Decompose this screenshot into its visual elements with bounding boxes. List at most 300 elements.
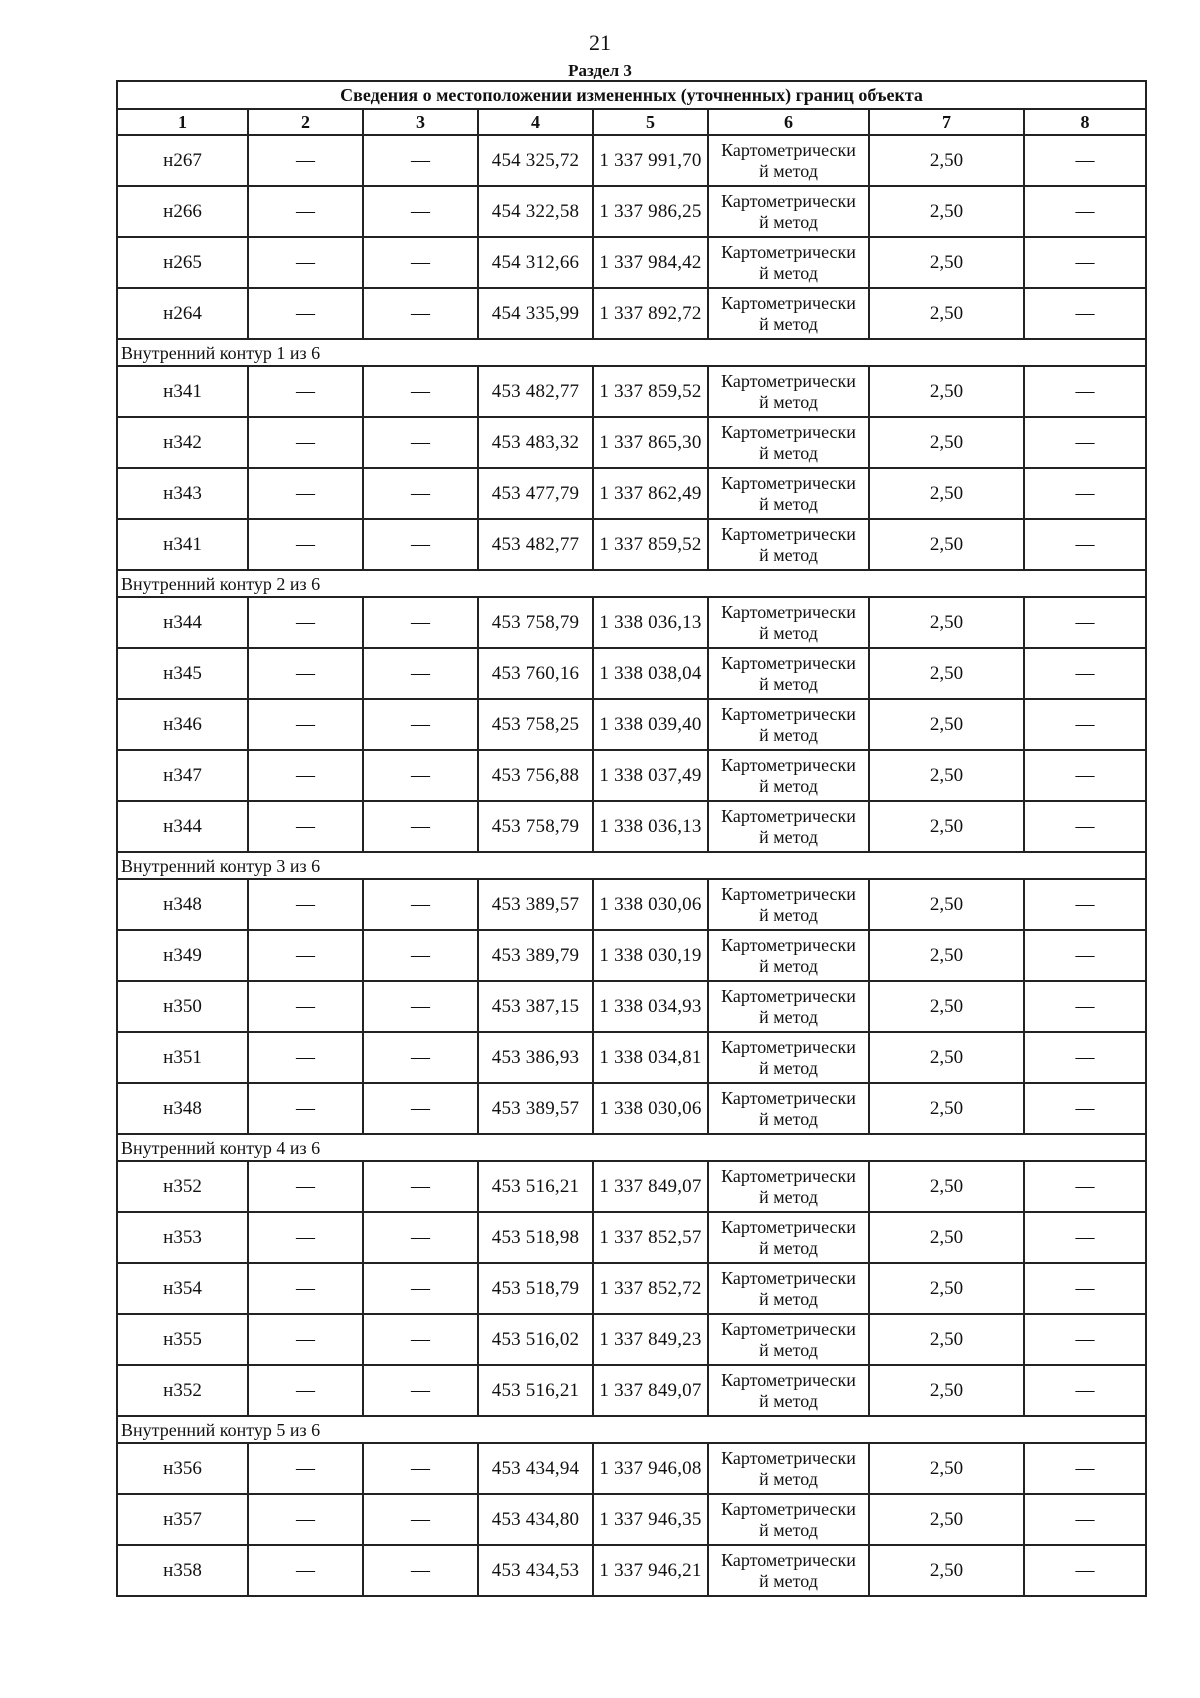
col8-cell: —	[1024, 1365, 1146, 1416]
method-cell	[708, 1083, 869, 1134]
col3-cell: —	[363, 1032, 478, 1083]
x-coordinate-cell: 453 434,53	[478, 1545, 593, 1596]
method-cell	[708, 648, 869, 699]
method-cell	[708, 468, 869, 519]
point-id-cell: н264	[117, 288, 248, 339]
method-text-line: Картометрически	[721, 1447, 856, 1468]
method-cell	[708, 699, 869, 750]
col8-cell: —	[1024, 1032, 1146, 1083]
col3-cell: —	[363, 1494, 478, 1545]
table-row	[117, 879, 1146, 930]
col2-cell: —	[248, 1365, 363, 1416]
col2-cell: —	[248, 468, 363, 519]
table-row	[117, 135, 1146, 186]
col2-cell: —	[248, 597, 363, 648]
col8-cell: —	[1024, 879, 1146, 930]
point-id-cell: н341	[117, 366, 248, 417]
col3-cell: —	[363, 1443, 478, 1494]
accuracy-cell: 2,50	[869, 135, 1024, 186]
col2-cell: —	[248, 1494, 363, 1545]
col3-cell: —	[363, 366, 478, 417]
col8-cell: —	[1024, 519, 1146, 570]
y-coordinate-cell: 1 338 038,04	[593, 648, 708, 699]
contour-label-row	[117, 570, 1146, 597]
col2-cell: —	[248, 1263, 363, 1314]
col3-cell: —	[363, 1263, 478, 1314]
col8-cell: —	[1024, 288, 1146, 339]
column-header-7: 7	[869, 109, 1024, 135]
point-id-cell: н344	[117, 801, 248, 852]
table-row	[117, 1365, 1146, 1416]
method-text-line: й метод	[759, 904, 818, 925]
accuracy-cell: 2,50	[869, 750, 1024, 801]
y-coordinate-cell: 1 337 892,72	[593, 288, 708, 339]
col8-cell: —	[1024, 597, 1146, 648]
method-text-line: Картометрически	[721, 190, 856, 211]
method-text-line: й метод	[759, 391, 818, 412]
col8-cell: —	[1024, 1494, 1146, 1545]
y-coordinate-cell: 1 337 986,25	[593, 186, 708, 237]
col2-cell: —	[248, 930, 363, 981]
point-id-cell: н349	[117, 930, 248, 981]
y-coordinate-cell: 1 338 034,81	[593, 1032, 708, 1083]
method-cell	[708, 930, 869, 981]
method-text-line: Картометрически	[721, 703, 856, 724]
y-coordinate-cell: 1 338 030,06	[593, 879, 708, 930]
method-text-line: Картометрически	[721, 139, 856, 160]
method-cell	[708, 1314, 869, 1365]
method-text-line: Картометрически	[721, 241, 856, 262]
x-coordinate-cell: 453 389,57	[478, 1083, 593, 1134]
boundary-coordinates-table	[116, 80, 1147, 1597]
point-id-cell: н351	[117, 1032, 248, 1083]
accuracy-cell: 2,50	[869, 1314, 1024, 1365]
accuracy-cell: 2,50	[869, 417, 1024, 468]
point-id-cell: н266	[117, 186, 248, 237]
column-header-2: 2	[248, 109, 363, 135]
point-id-cell: н344	[117, 597, 248, 648]
accuracy-cell: 2,50	[869, 801, 1024, 852]
col2-cell: —	[248, 135, 363, 186]
page-number: 21	[589, 30, 611, 55]
column-header-4: 4	[478, 109, 593, 135]
table-row	[117, 1263, 1146, 1314]
col2-cell: —	[248, 237, 363, 288]
col8-cell: —	[1024, 135, 1146, 186]
method-cell	[708, 186, 869, 237]
x-coordinate-cell: 453 758,79	[478, 801, 593, 852]
point-id-cell: н352	[117, 1161, 248, 1212]
method-text-line: Картометрически	[721, 1165, 856, 1186]
col2-cell: —	[248, 699, 363, 750]
method-text-line: Картометрически	[721, 1549, 856, 1570]
table-row	[117, 186, 1146, 237]
column-header-3: 3	[363, 109, 478, 135]
point-id-cell: н342	[117, 417, 248, 468]
col3-cell: —	[363, 699, 478, 750]
accuracy-cell: 2,50	[869, 648, 1024, 699]
method-text-line: й метод	[759, 955, 818, 976]
col3-cell: —	[363, 1314, 478, 1365]
col8-cell: —	[1024, 1212, 1146, 1263]
accuracy-cell: 2,50	[869, 1083, 1024, 1134]
method-text-line: Картометрически	[721, 1216, 856, 1237]
col2-cell: —	[248, 366, 363, 417]
accuracy-cell: 2,50	[869, 1545, 1024, 1596]
col2-cell: —	[248, 801, 363, 852]
table-row	[117, 1314, 1146, 1365]
contour-label: Внутренний контур 2 из 6	[117, 570, 1146, 597]
table-row	[117, 237, 1146, 288]
x-coordinate-cell: 453 758,25	[478, 699, 593, 750]
table-row	[117, 519, 1146, 570]
y-coordinate-cell: 1 338 037,49	[593, 750, 708, 801]
point-id-cell: н267	[117, 135, 248, 186]
method-text-line: Картометрически	[721, 934, 856, 955]
method-text-line: й метод	[759, 826, 818, 847]
method-cell	[708, 1494, 869, 1545]
col8-cell: —	[1024, 468, 1146, 519]
accuracy-cell: 2,50	[869, 1161, 1024, 1212]
method-cell	[708, 135, 869, 186]
x-coordinate-cell: 453 518,98	[478, 1212, 593, 1263]
accuracy-cell: 2,50	[869, 1494, 1024, 1545]
col3-cell: —	[363, 1083, 478, 1134]
accuracy-cell: 2,50	[869, 468, 1024, 519]
method-cell	[708, 750, 869, 801]
y-coordinate-cell: 1 338 030,19	[593, 930, 708, 981]
method-text-line: Картометрически	[721, 292, 856, 313]
y-coordinate-cell: 1 338 034,93	[593, 981, 708, 1032]
col2-cell: —	[248, 879, 363, 930]
col2-cell: —	[248, 1443, 363, 1494]
col8-cell: —	[1024, 648, 1146, 699]
y-coordinate-cell: 1 337 946,35	[593, 1494, 708, 1545]
method-text-line: Картометрически	[721, 1267, 856, 1288]
method-cell	[708, 1212, 869, 1263]
x-coordinate-cell: 454 322,58	[478, 186, 593, 237]
table-row	[117, 930, 1146, 981]
col3-cell: —	[363, 1161, 478, 1212]
y-coordinate-cell: 1 337 852,72	[593, 1263, 708, 1314]
y-coordinate-cell: 1 338 039,40	[593, 699, 708, 750]
point-id-cell: н347	[117, 750, 248, 801]
y-coordinate-cell: 1 337 991,70	[593, 135, 708, 186]
accuracy-cell: 2,50	[869, 1032, 1024, 1083]
method-text-line: й метод	[759, 1390, 818, 1411]
method-text-line: й метод	[759, 1108, 818, 1129]
y-coordinate-cell: 1 337 849,07	[593, 1365, 708, 1416]
method-text-line: й метод	[759, 1468, 818, 1489]
col3-cell: —	[363, 1545, 478, 1596]
y-coordinate-cell: 1 337 849,23	[593, 1314, 708, 1365]
point-id-cell: н343	[117, 468, 248, 519]
col8-cell: —	[1024, 366, 1146, 417]
col2-cell: —	[248, 1161, 363, 1212]
point-id-cell: н357	[117, 1494, 248, 1545]
method-text-line: й метод	[759, 493, 818, 514]
method-cell	[708, 417, 869, 468]
x-coordinate-cell: 453 758,79	[478, 597, 593, 648]
y-coordinate-cell: 1 337 849,07	[593, 1161, 708, 1212]
col8-cell: —	[1024, 750, 1146, 801]
accuracy-cell: 2,50	[869, 879, 1024, 930]
col3-cell: —	[363, 186, 478, 237]
method-text-line: Картометрически	[721, 985, 856, 1006]
table-row	[117, 1161, 1146, 1212]
y-coordinate-cell: 1 337 946,08	[593, 1443, 708, 1494]
method-text-line: Картометрически	[721, 652, 856, 673]
accuracy-cell: 2,50	[869, 1212, 1024, 1263]
table-header-row	[117, 109, 1146, 135]
method-text-line: Картометрически	[721, 1369, 856, 1390]
method-text-line: Картометрически	[721, 1498, 856, 1519]
method-text-line: Картометрически	[721, 523, 856, 544]
method-text-line: й метод	[759, 1339, 818, 1360]
method-cell	[708, 1263, 869, 1314]
column-header-8: 8	[1024, 109, 1146, 135]
column-header-5: 5	[593, 109, 708, 135]
accuracy-cell: 2,50	[869, 366, 1024, 417]
col3-cell: —	[363, 288, 478, 339]
point-id-cell: н346	[117, 699, 248, 750]
y-coordinate-cell: 1 337 946,21	[593, 1545, 708, 1596]
col8-cell: —	[1024, 801, 1146, 852]
col8-cell: —	[1024, 930, 1146, 981]
contour-label: Внутренний контур 5 из 6	[117, 1416, 1146, 1443]
table-caption: Сведения о местоположении измененных (уточненных) границ объекта	[117, 81, 1146, 109]
point-id-cell: н355	[117, 1314, 248, 1365]
method-cell	[708, 597, 869, 648]
table-row	[117, 648, 1146, 699]
table-row	[117, 288, 1146, 339]
x-coordinate-cell: 453 434,80	[478, 1494, 593, 1545]
method-text-line: Картометрически	[721, 805, 856, 826]
table-row	[117, 417, 1146, 468]
col3-cell: —	[363, 801, 478, 852]
table-caption-row	[117, 81, 1146, 109]
col3-cell: —	[363, 468, 478, 519]
x-coordinate-cell: 454 325,72	[478, 135, 593, 186]
col2-cell: —	[248, 186, 363, 237]
y-coordinate-cell: 1 337 862,49	[593, 468, 708, 519]
accuracy-cell: 2,50	[869, 519, 1024, 570]
x-coordinate-cell: 454 312,66	[478, 237, 593, 288]
method-cell	[708, 1365, 869, 1416]
col8-cell: —	[1024, 1314, 1146, 1365]
col3-cell: —	[363, 519, 478, 570]
method-cell	[708, 981, 869, 1032]
contour-label-row	[117, 1134, 1146, 1161]
col3-cell: —	[363, 879, 478, 930]
method-text-line: Картометрически	[721, 1036, 856, 1057]
y-coordinate-cell: 1 337 859,52	[593, 366, 708, 417]
point-id-cell: н354	[117, 1263, 248, 1314]
method-cell	[708, 288, 869, 339]
col8-cell: —	[1024, 1545, 1146, 1596]
contour-label: Внутренний контур 3 из 6	[117, 852, 1146, 879]
method-cell	[708, 366, 869, 417]
col8-cell: —	[1024, 1263, 1146, 1314]
method-cell	[708, 1161, 869, 1212]
y-coordinate-cell: 1 338 030,06	[593, 1083, 708, 1134]
table-row	[117, 1083, 1146, 1134]
x-coordinate-cell: 453 516,21	[478, 1365, 593, 1416]
table-row	[117, 750, 1146, 801]
col2-cell: —	[248, 1545, 363, 1596]
col8-cell: —	[1024, 981, 1146, 1032]
x-coordinate-cell: 453 434,94	[478, 1443, 593, 1494]
table-row	[117, 981, 1146, 1032]
contour-label-row	[117, 1416, 1146, 1443]
x-coordinate-cell: 453 389,57	[478, 879, 593, 930]
table-row	[117, 801, 1146, 852]
method-text-line: й метод	[759, 1519, 818, 1540]
col8-cell: —	[1024, 1083, 1146, 1134]
col3-cell: —	[363, 648, 478, 699]
method-text-line: й метод	[759, 673, 818, 694]
method-text-line: Картометрически	[721, 754, 856, 775]
table-row	[117, 1212, 1146, 1263]
method-cell	[708, 237, 869, 288]
x-coordinate-cell: 453 516,02	[478, 1314, 593, 1365]
point-id-cell: н352	[117, 1365, 248, 1416]
y-coordinate-cell: 1 337 859,52	[593, 519, 708, 570]
table-row	[117, 699, 1146, 750]
accuracy-cell: 2,50	[869, 1263, 1024, 1314]
method-cell	[708, 1032, 869, 1083]
table-row	[117, 1494, 1146, 1545]
x-coordinate-cell: 453 756,88	[478, 750, 593, 801]
method-text-line: Картометрически	[721, 601, 856, 622]
method-text-line: Картометрически	[721, 1318, 856, 1339]
contour-label-row	[117, 852, 1146, 879]
contour-label: Внутренний контур 4 из 6	[117, 1134, 1146, 1161]
method-text-line: й метод	[759, 160, 818, 181]
accuracy-cell: 2,50	[869, 597, 1024, 648]
method-cell	[708, 519, 869, 570]
x-coordinate-cell: 453 386,93	[478, 1032, 593, 1083]
method-text-line: й метод	[759, 211, 818, 232]
col3-cell: —	[363, 750, 478, 801]
y-coordinate-cell: 1 337 852,57	[593, 1212, 708, 1263]
col3-cell: —	[363, 597, 478, 648]
col2-cell: —	[248, 750, 363, 801]
point-id-cell: н353	[117, 1212, 248, 1263]
col2-cell: —	[248, 981, 363, 1032]
method-text-line: й метод	[759, 1237, 818, 1258]
col3-cell: —	[363, 930, 478, 981]
method-text-line: й метод	[759, 544, 818, 565]
method-cell	[708, 1443, 869, 1494]
col2-cell: —	[248, 417, 363, 468]
method-text-line: й метод	[759, 1570, 818, 1591]
y-coordinate-cell: 1 338 036,13	[593, 801, 708, 852]
column-header-6: 6	[708, 109, 869, 135]
col2-cell: —	[248, 1314, 363, 1365]
col2-cell: —	[248, 1032, 363, 1083]
method-cell	[708, 1545, 869, 1596]
method-cell	[708, 801, 869, 852]
col2-cell: —	[248, 1212, 363, 1263]
section-title: Раздел 3	[568, 61, 632, 80]
column-header-1: 1	[117, 109, 248, 135]
y-coordinate-cell: 1 337 984,42	[593, 237, 708, 288]
x-coordinate-cell: 453 482,77	[478, 519, 593, 570]
table-row	[117, 1032, 1146, 1083]
x-coordinate-cell: 453 477,79	[478, 468, 593, 519]
point-id-cell: н348	[117, 1083, 248, 1134]
x-coordinate-cell: 453 518,79	[478, 1263, 593, 1314]
method-text-line: Картометрически	[721, 1087, 856, 1108]
col8-cell: —	[1024, 237, 1146, 288]
col3-cell: —	[363, 1365, 478, 1416]
accuracy-cell: 2,50	[869, 930, 1024, 981]
col8-cell: —	[1024, 186, 1146, 237]
table-row	[117, 366, 1146, 417]
point-id-cell: н358	[117, 1545, 248, 1596]
method-text-line: й метод	[759, 1186, 818, 1207]
accuracy-cell: 2,50	[869, 237, 1024, 288]
x-coordinate-cell: 453 483,32	[478, 417, 593, 468]
col2-cell: —	[248, 648, 363, 699]
x-coordinate-cell: 453 387,15	[478, 981, 593, 1032]
method-text-line: Картометрически	[721, 421, 856, 442]
x-coordinate-cell: 454 335,99	[478, 288, 593, 339]
col8-cell: —	[1024, 699, 1146, 750]
col3-cell: —	[363, 1212, 478, 1263]
method-text-line: й метод	[759, 775, 818, 796]
point-id-cell: н345	[117, 648, 248, 699]
method-text-line: Картометрически	[721, 472, 856, 493]
point-id-cell: н348	[117, 879, 248, 930]
table-row	[117, 1545, 1146, 1596]
point-id-cell: н265	[117, 237, 248, 288]
y-coordinate-cell: 1 337 865,30	[593, 417, 708, 468]
x-coordinate-cell: 453 389,79	[478, 930, 593, 981]
method-text-line: й метод	[759, 1288, 818, 1309]
method-text-line: й метод	[759, 622, 818, 643]
method-text-line: Картометрически	[721, 370, 856, 391]
col2-cell: —	[248, 288, 363, 339]
method-text-line: й метод	[759, 313, 818, 334]
table-row	[117, 468, 1146, 519]
accuracy-cell: 2,50	[869, 699, 1024, 750]
col8-cell: —	[1024, 1443, 1146, 1494]
col3-cell: —	[363, 135, 478, 186]
x-coordinate-cell: 453 482,77	[478, 366, 593, 417]
point-id-cell: н350	[117, 981, 248, 1032]
accuracy-cell: 2,50	[869, 288, 1024, 339]
method-text-line: й метод	[759, 724, 818, 745]
y-coordinate-cell: 1 338 036,13	[593, 597, 708, 648]
accuracy-cell: 2,50	[869, 1443, 1024, 1494]
point-id-cell: н356	[117, 1443, 248, 1494]
x-coordinate-cell: 453 760,16	[478, 648, 593, 699]
accuracy-cell: 2,50	[869, 981, 1024, 1032]
col2-cell: —	[248, 1083, 363, 1134]
contour-label: Внутренний контур 1 из 6	[117, 339, 1146, 366]
table-row	[117, 597, 1146, 648]
accuracy-cell: 2,50	[869, 186, 1024, 237]
col8-cell: —	[1024, 1161, 1146, 1212]
accuracy-cell: 2,50	[869, 1365, 1024, 1416]
method-cell	[708, 879, 869, 930]
method-text-line: й метод	[759, 1057, 818, 1078]
col3-cell: —	[363, 981, 478, 1032]
method-text-line: й метод	[759, 262, 818, 283]
col8-cell: —	[1024, 417, 1146, 468]
